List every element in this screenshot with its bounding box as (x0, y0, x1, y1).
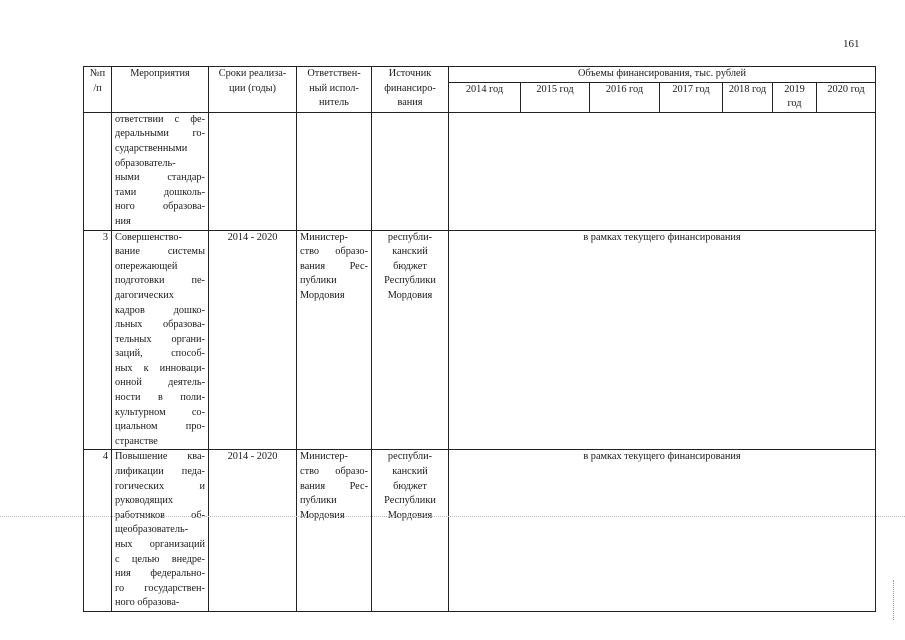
row-responsible (297, 450, 372, 612)
source-line: Республики (384, 275, 436, 287)
table-row (84, 230, 876, 450)
activity-line: странстве (115, 435, 158, 447)
source-line: Мордовия (387, 509, 433, 521)
year-2019: 2019 год (773, 82, 817, 112)
activity-line: с целью внедре- (115, 553, 205, 565)
header-number: №п /п (84, 67, 112, 113)
year-2016: 2016 год (590, 82, 660, 112)
header-responsible: Ответствен- ный испол- нитель (297, 67, 372, 113)
activity-line: руководящих (115, 495, 173, 507)
activity-line: подготовки пе- (115, 275, 205, 287)
row-terms (209, 112, 297, 230)
activity-line: ответствии с фе- (115, 113, 205, 125)
responsible-line: вания Рес- (300, 260, 368, 272)
year-2014: 2014 год (449, 82, 521, 112)
row-source (372, 112, 449, 230)
year-2017: 2017 год (660, 82, 723, 112)
responsible-line: вания Рес- (300, 480, 368, 492)
activity-line: ных к инноваци- (115, 362, 205, 374)
row-terms: 2014 - 2020 (209, 450, 297, 612)
row-source (372, 450, 449, 612)
responsible-line: публики (300, 275, 337, 287)
source-line: бюджет (393, 260, 427, 272)
responsible-line: ство образо- (300, 246, 368, 258)
responsible-line: публики (300, 495, 337, 507)
row-number: 3 (84, 230, 112, 450)
activity-line: ности в поли- (115, 392, 205, 404)
activity-line: работников об- (115, 509, 205, 521)
activity-line: сударственными (115, 142, 188, 154)
page-number: 161 (843, 38, 860, 50)
responsible-line: ство образо- (300, 466, 368, 478)
activity-line: опережающей (115, 260, 178, 272)
row-funding-note (449, 112, 876, 230)
source-line: республи- (387, 231, 433, 243)
activity-line: Совершенство- (115, 231, 182, 243)
responsible-line: Министер- (300, 451, 348, 463)
year-2020: 2020 год (817, 82, 876, 112)
activity-line: гогических и (115, 480, 205, 492)
activity-line: го государствен- (115, 582, 205, 594)
row-funding-note: в рамках текущего финансирования (449, 450, 876, 612)
activity-line: тами дошколь- (115, 186, 205, 198)
source-line: республи- (387, 451, 433, 463)
activity-line: льных образова- (115, 319, 205, 331)
funding-plan-table (83, 66, 876, 612)
activity-line: щеобразователь- (115, 524, 189, 536)
responsible-line: Министер- (300, 231, 348, 243)
activity-line: дагогических (115, 289, 174, 301)
table-row (84, 450, 876, 612)
activity-line: ния (115, 215, 131, 227)
activity-line: лификации педа- (115, 466, 205, 478)
scan-edge-marks (893, 580, 898, 620)
activity-line: образователь- (115, 157, 176, 169)
source-line: Мордовия (387, 289, 433, 301)
header-funding-volume: Объемы финансирования, тыс. рублей (449, 67, 876, 83)
responsible-line: Мордовия (300, 289, 345, 301)
row-responsible (297, 230, 372, 450)
header-terms: Сроки реализа- ции (годы) (209, 67, 297, 113)
activity-line: ных организаций (115, 539, 205, 550)
activity-line: Повышение ква- (115, 451, 205, 463)
row-responsible (297, 112, 372, 230)
year-2015: 2015 год (521, 82, 590, 112)
activity-line: ния федерально- (115, 568, 205, 580)
source-line: канский (392, 466, 428, 478)
source-line: Республики (384, 495, 436, 507)
activity-line: деральными го- (115, 128, 205, 140)
activity-line: культурном со- (115, 406, 205, 418)
source-line: канский (392, 246, 428, 258)
source-line: бюджет (393, 480, 427, 492)
row-activity (112, 450, 209, 612)
responsible-line: Мордовия (300, 509, 345, 521)
row-number (84, 112, 112, 230)
row-source (372, 230, 449, 450)
activity-line: онной деятель- (115, 377, 205, 389)
activity-line: ного образова- (115, 597, 180, 609)
table-row (84, 112, 876, 230)
row-activity (112, 112, 209, 230)
activity-line: ными стандар- (115, 172, 205, 184)
header-source: Источник финансиро- вания (372, 67, 449, 113)
activity-line: вание системы (115, 246, 205, 258)
activity-line: ного образова- (115, 201, 205, 213)
activity-line: тельных органи- (115, 333, 205, 345)
row-funding-note: в рамках текущего финансирования (449, 230, 876, 450)
year-2018: 2018 год (723, 82, 773, 112)
row-terms: 2014 - 2020 (209, 230, 297, 450)
activity-line: циальном про- (115, 421, 205, 433)
header-activity: Мероприятия (112, 67, 209, 113)
activity-line: заций, способ- (115, 348, 205, 360)
scan-dotted-line (0, 516, 905, 519)
row-activity (112, 230, 209, 450)
row-number: 4 (84, 450, 112, 612)
activity-line: кадров дошко- (115, 304, 205, 316)
